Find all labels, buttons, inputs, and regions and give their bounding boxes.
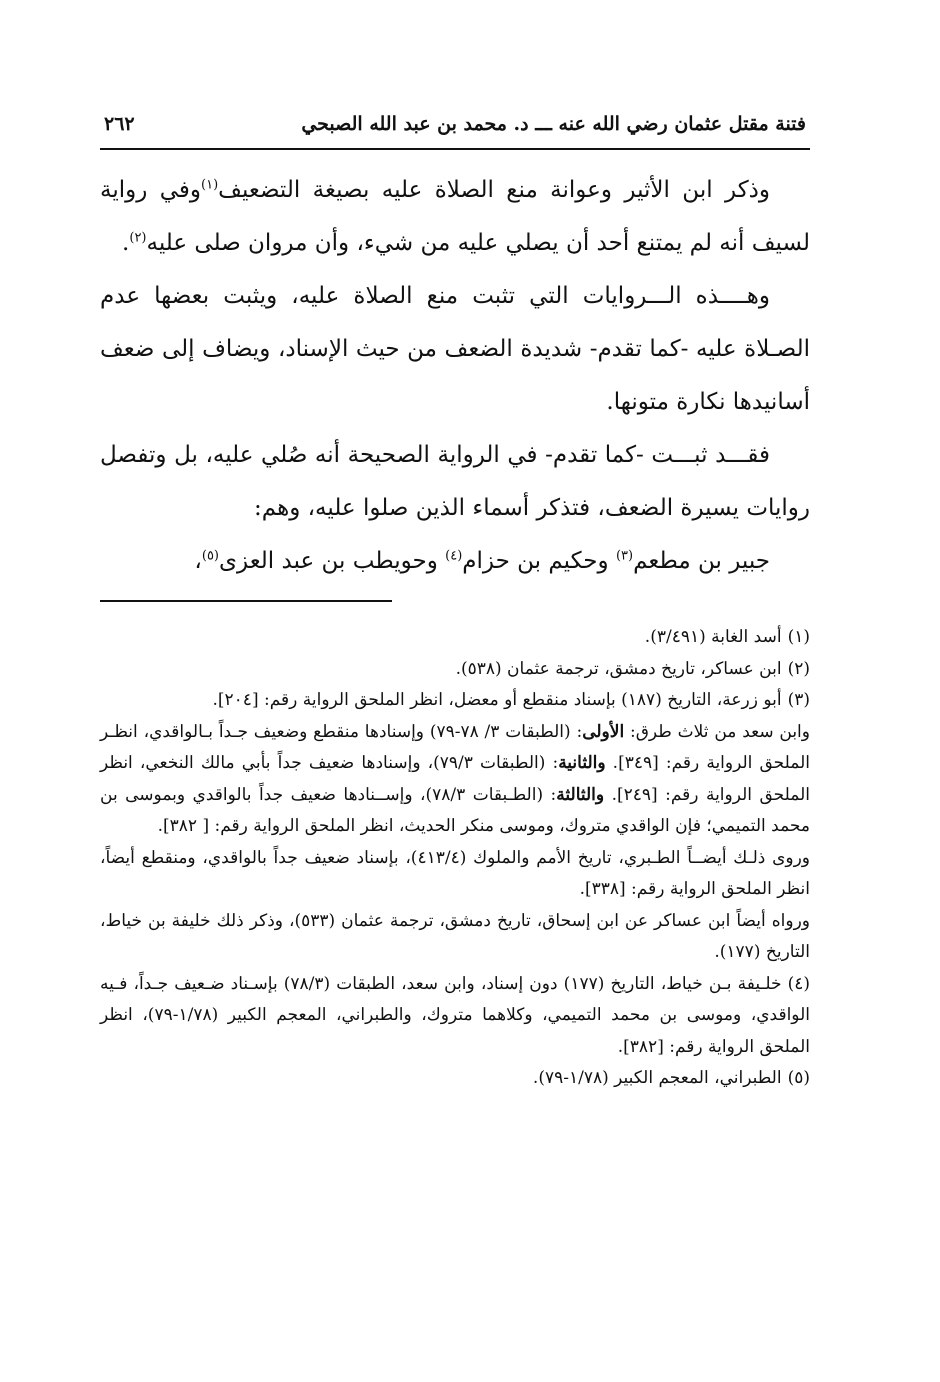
paragraph-1: وذكر ابن الأثير وعوانة منع الصلاة عليه بصيغة التضعيف$^{(١)}$وفي رواية لسيف أنه لم يمتنع أحد أن يصلي عليه من شيء، وأن مروان صلى عليه$^{(٢)}$. (100, 177, 810, 256)
footnote-4: (٤)خلـيفة بـن خياط، التاريخ (١٧٧) دون إسناد، وابن سعد، الطبقات (٧٨/٣) بإسـناد ضـعيف جـداً، فـيه الواقدي، وموسى بن محمد التميمي، وكلاهما متروك، والطبراني، المعجم الكبير (١/٧٨-٧٩)، انظر الملحق الرواية رقم: [٣٨٢]. (100, 973, 810, 1057)
book-page (100, 110, 810, 1095)
footnote-ref-1: (١) (201, 177, 219, 193)
paragraph-4: جبير بن مطعم$^{(٣)}$ وحكيم بن حزام$^{(٤)}$ وحويطب بن عبد العزى$^{(٥)}$، (194, 548, 770, 574)
footnote-3-cont-2: وروى ذلـك أيضــاً الطـبري، تاريخ الأمم والملوك (٤١٣/٤)، بإسناد ضعيف جداً بالواقدي، ومنقطع أيضاً، انظر الملحق الرواية رقم: [٣٣٨]. (100, 847, 811, 899)
running-header (100, 110, 810, 138)
footnotes (100, 622, 810, 1095)
footnote-ref-5: (٥) (201, 548, 219, 564)
footnote-5: (٥)الطبراني، المعجم الكبير (١/٧٨-٧٩). (532, 1068, 810, 1088)
main-text (100, 164, 810, 588)
footnote-ref-3: (٣) (615, 548, 634, 564)
header-title: فتنة مقتل عثمان رضي الله عنه ـــ د. محمد بن عبد الله الصبحي (301, 113, 806, 135)
header-divider (100, 148, 810, 150)
footnote-divider (100, 600, 392, 602)
footnote-2: (٢)ابن عساكر، تاريخ دمشق، ترجمة عثمان (٥٣٨). (455, 658, 810, 679)
footnote-3-cont-1: وابن سعد من ثلاث طرق: الأولى: (الطبقات ٣/ ٧٨-٧٩) وإسنادها منقطع وضعيف جـداً بـالواقدي، انظـر الملحق الرواية رقم: [٣٤٩]. والثانية: (الطبقات ٧٩/٣)، وإسنادها ضعيف جداً بأبي مالك النخعي، انظر الملحق الرواية رقم: [٢٤٩]. والثالثة: (الطـبقات ٧٨/٣)، وإســنادها ضعيف جداً بالواقدي وبموسى بن محمد التميمي؛ فإن الواقدي متروك، وموسى منكر الحديث، انظر الملحق الرواية رقم: [ ٣٨٢]. (100, 721, 810, 836)
page-number: ٢٦٢ (104, 113, 135, 135)
footnote-ref-2: (٢) (129, 230, 147, 246)
footnote-3-cont-3: ورواه أيضاً ابن عساكر عن ابن إسحاق، تاريخ دمشق، ترجمة عثمان (٥٣٣)، وذكر ذلك خليفة بن خياط، التاريخ (١٧٧). (100, 910, 810, 962)
footnote-3: (٣)أبو زرعة، التاريخ (١٨٧) بإسناد منقطع أو معضل، انظر الملحق الرواية رقم: [٢٠٤]. (212, 690, 810, 710)
paragraph-2: وهــــذه الـــروايات التي تثبت منع الصلاة عليه، ويثبت بعضها عدم الصـلاة عليه -كما تقدم- شديدة الضعف من حيث الإسناد، ويضاف إلى ضعف أسانيدها نكارة متونها. (100, 283, 810, 415)
footnote-1: (١)أسد الغابة (٣/٤٩١). (644, 627, 810, 647)
paragraph-3: فقـــد ثبـــت -كما تقدم- في الرواية الصحيحة أنه صُلي عليه، بل وتفصل روايات يسيرة الضعف، فتذكر أسماء الذين صلوا عليه، وهم: (100, 442, 810, 521)
footnote-ref-4: (٤) (445, 548, 463, 564)
